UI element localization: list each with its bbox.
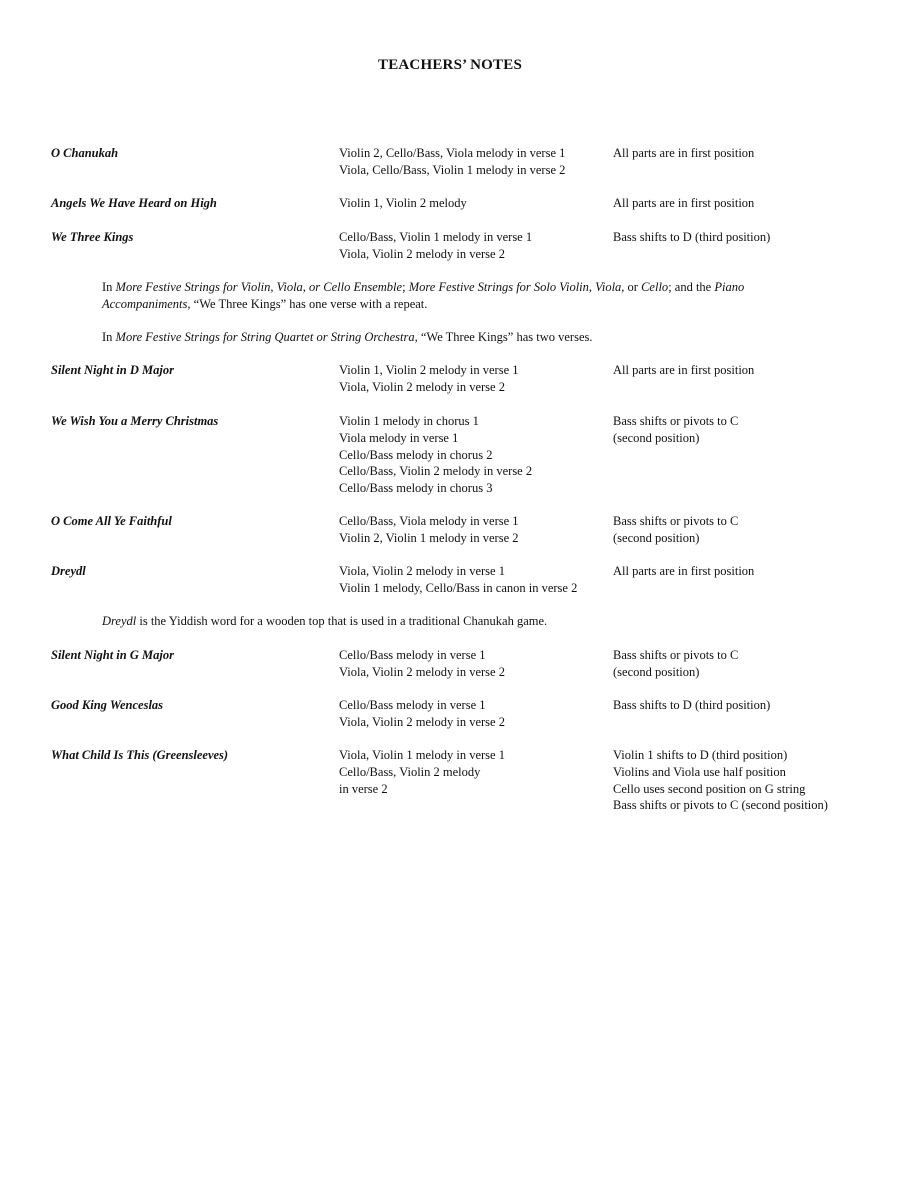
position-line: Violin 1 shifts to D (third position) [613,748,788,762]
song-title: O Chanukah [51,146,119,160]
song-title: Silent Night in G Major [51,648,174,662]
song-title: O Come All Ye Faithful [51,514,172,528]
melody-line: Violin 1, Violin 2 melody [339,196,467,210]
melody-line: Viola, Violin 2 melody in verse 2 [339,714,505,729]
melody-line: Violin 2, Cello/Bass, Viola melody in verse 1 [339,146,566,160]
song-title: We Three Kings [51,230,134,244]
melody-line: Viola, Violin 1 melody in verse 1 [339,748,505,762]
position-notes [613,145,893,162]
song-title: What Child Is This (Greensleeves) [51,748,229,762]
position-notes [613,563,893,580]
melody-parts [339,513,609,547]
position-line: Bass shifts or pivots to C (second position) [613,798,828,813]
song-title: Dreydl [51,564,86,578]
position-line: All parts are in first position [613,146,755,160]
note-text: In [102,330,116,344]
note-we-three-kings-1 [102,279,832,313]
melody-line: Viola, Violin 2 melody in verse 2 [339,664,505,679]
melody-line: in verse 2 [339,781,388,796]
position-line: All parts are in first position [613,363,755,377]
note-text: , “We Three Kings” has two verses. [414,330,593,344]
melody-line: Violin 2, Violin 1 melody in verse 2 [339,530,519,545]
position-line: Bass shifts or pivots to C [613,648,739,662]
melody-parts [339,747,609,797]
melody-parts [339,145,609,179]
note-text: is the Yiddish word for a wooden top that is used in a traditional Chanukah game. [136,614,548,628]
melody-line: Cello/Bass melody in chorus 3 [339,481,493,496]
melody-line: Cello/Bass melody in verse 1 [339,648,486,662]
position-line: All parts are in first position [613,564,755,578]
melody-parts [339,195,609,212]
book-title: Cello [641,280,669,294]
book-title: More Festive Strings for String Quartet or String Orchestra [115,330,415,344]
position-line: Bass shifts or pivots to C [613,514,739,528]
note-text: or [624,280,642,294]
melody-line: Viola, Violin 2 melody in verse 1 [339,564,505,578]
song-title: Angels We Have Heard on High [51,196,217,210]
book-title: Piano Accompaniments [102,280,745,311]
position-line: Cello uses second position on G string [613,781,806,796]
melody-line: Viola, Violin 2 melody in verse 2 [339,246,505,261]
page-title: TEACHERS’ NOTES [377,57,522,73]
position-notes [613,647,893,681]
song-title: Silent Night in D Major [51,363,174,377]
melody-parts [339,362,609,396]
position-line: Bass shifts to D (third position) [613,230,771,244]
position-notes [613,413,893,447]
melody-parts [339,647,609,681]
melody-line: Cello/Bass, Violin 2 melody in verse 2 [339,464,533,479]
melody-line: Viola, Cello/Bass, Violin 1 melody in verse 2 [339,162,566,177]
melody-line: Viola melody in verse 1 [339,430,459,445]
position-notes [613,362,893,379]
position-line: Bass shifts or pivots to C [613,414,739,428]
melody-line: Cello/Bass melody in chorus 2 [339,447,493,462]
position-line: Violins and Viola use half position [613,764,786,779]
song-word: Dreydl [102,614,137,628]
melody-parts [339,229,609,263]
position-line: Bass shifts to D (third position) [613,698,771,712]
position-line: (second position) [613,664,700,679]
melody-line: Violin 1 melody, Cello/Bass in canon in verse 2 [339,580,578,595]
position-line: All parts are in first position [613,196,755,210]
note-text: In [102,280,116,294]
melody-line: Cello/Bass, Violin 1 melody in verse 1 [339,230,533,244]
melody-line: Cello/Bass, Violin 2 melody [339,764,481,779]
song-title: Good King Wenceslas [51,698,164,712]
melody-parts [339,413,609,497]
melody-line: Cello/Bass melody in verse 1 [339,698,486,712]
song-title: We Wish You a Merry Christmas [51,414,219,428]
melody-parts [339,697,609,731]
note-text: ; [402,280,409,294]
note-text: ; and the [668,280,715,294]
note-dreydl [102,613,832,630]
melody-parts [339,563,609,597]
melody-line: Cello/Bass, Viola melody in verse 1 [339,514,519,528]
position-notes [613,513,893,547]
note-text: , “We Three Kings” has one verse with a repeat. [187,296,428,311]
position-line: (second position) [613,530,700,545]
melody-line: Viola, Violin 2 melody in verse 2 [339,379,505,394]
position-notes [613,747,893,814]
book-title: More Festive Strings for Violin, Viola, or Cello Ensemble [115,280,403,294]
note-we-three-kings-2 [102,329,832,346]
position-notes [613,229,893,246]
melody-line: Violin 1 melody in chorus 1 [339,414,479,428]
position-notes [613,697,893,714]
position-notes [613,195,893,212]
book-title: More Festive Strings for Solo Violin, Viola, [408,280,625,294]
position-line: (second position) [613,430,700,445]
melody-line: Violin 1, Violin 2 melody in verse 1 [339,363,519,377]
